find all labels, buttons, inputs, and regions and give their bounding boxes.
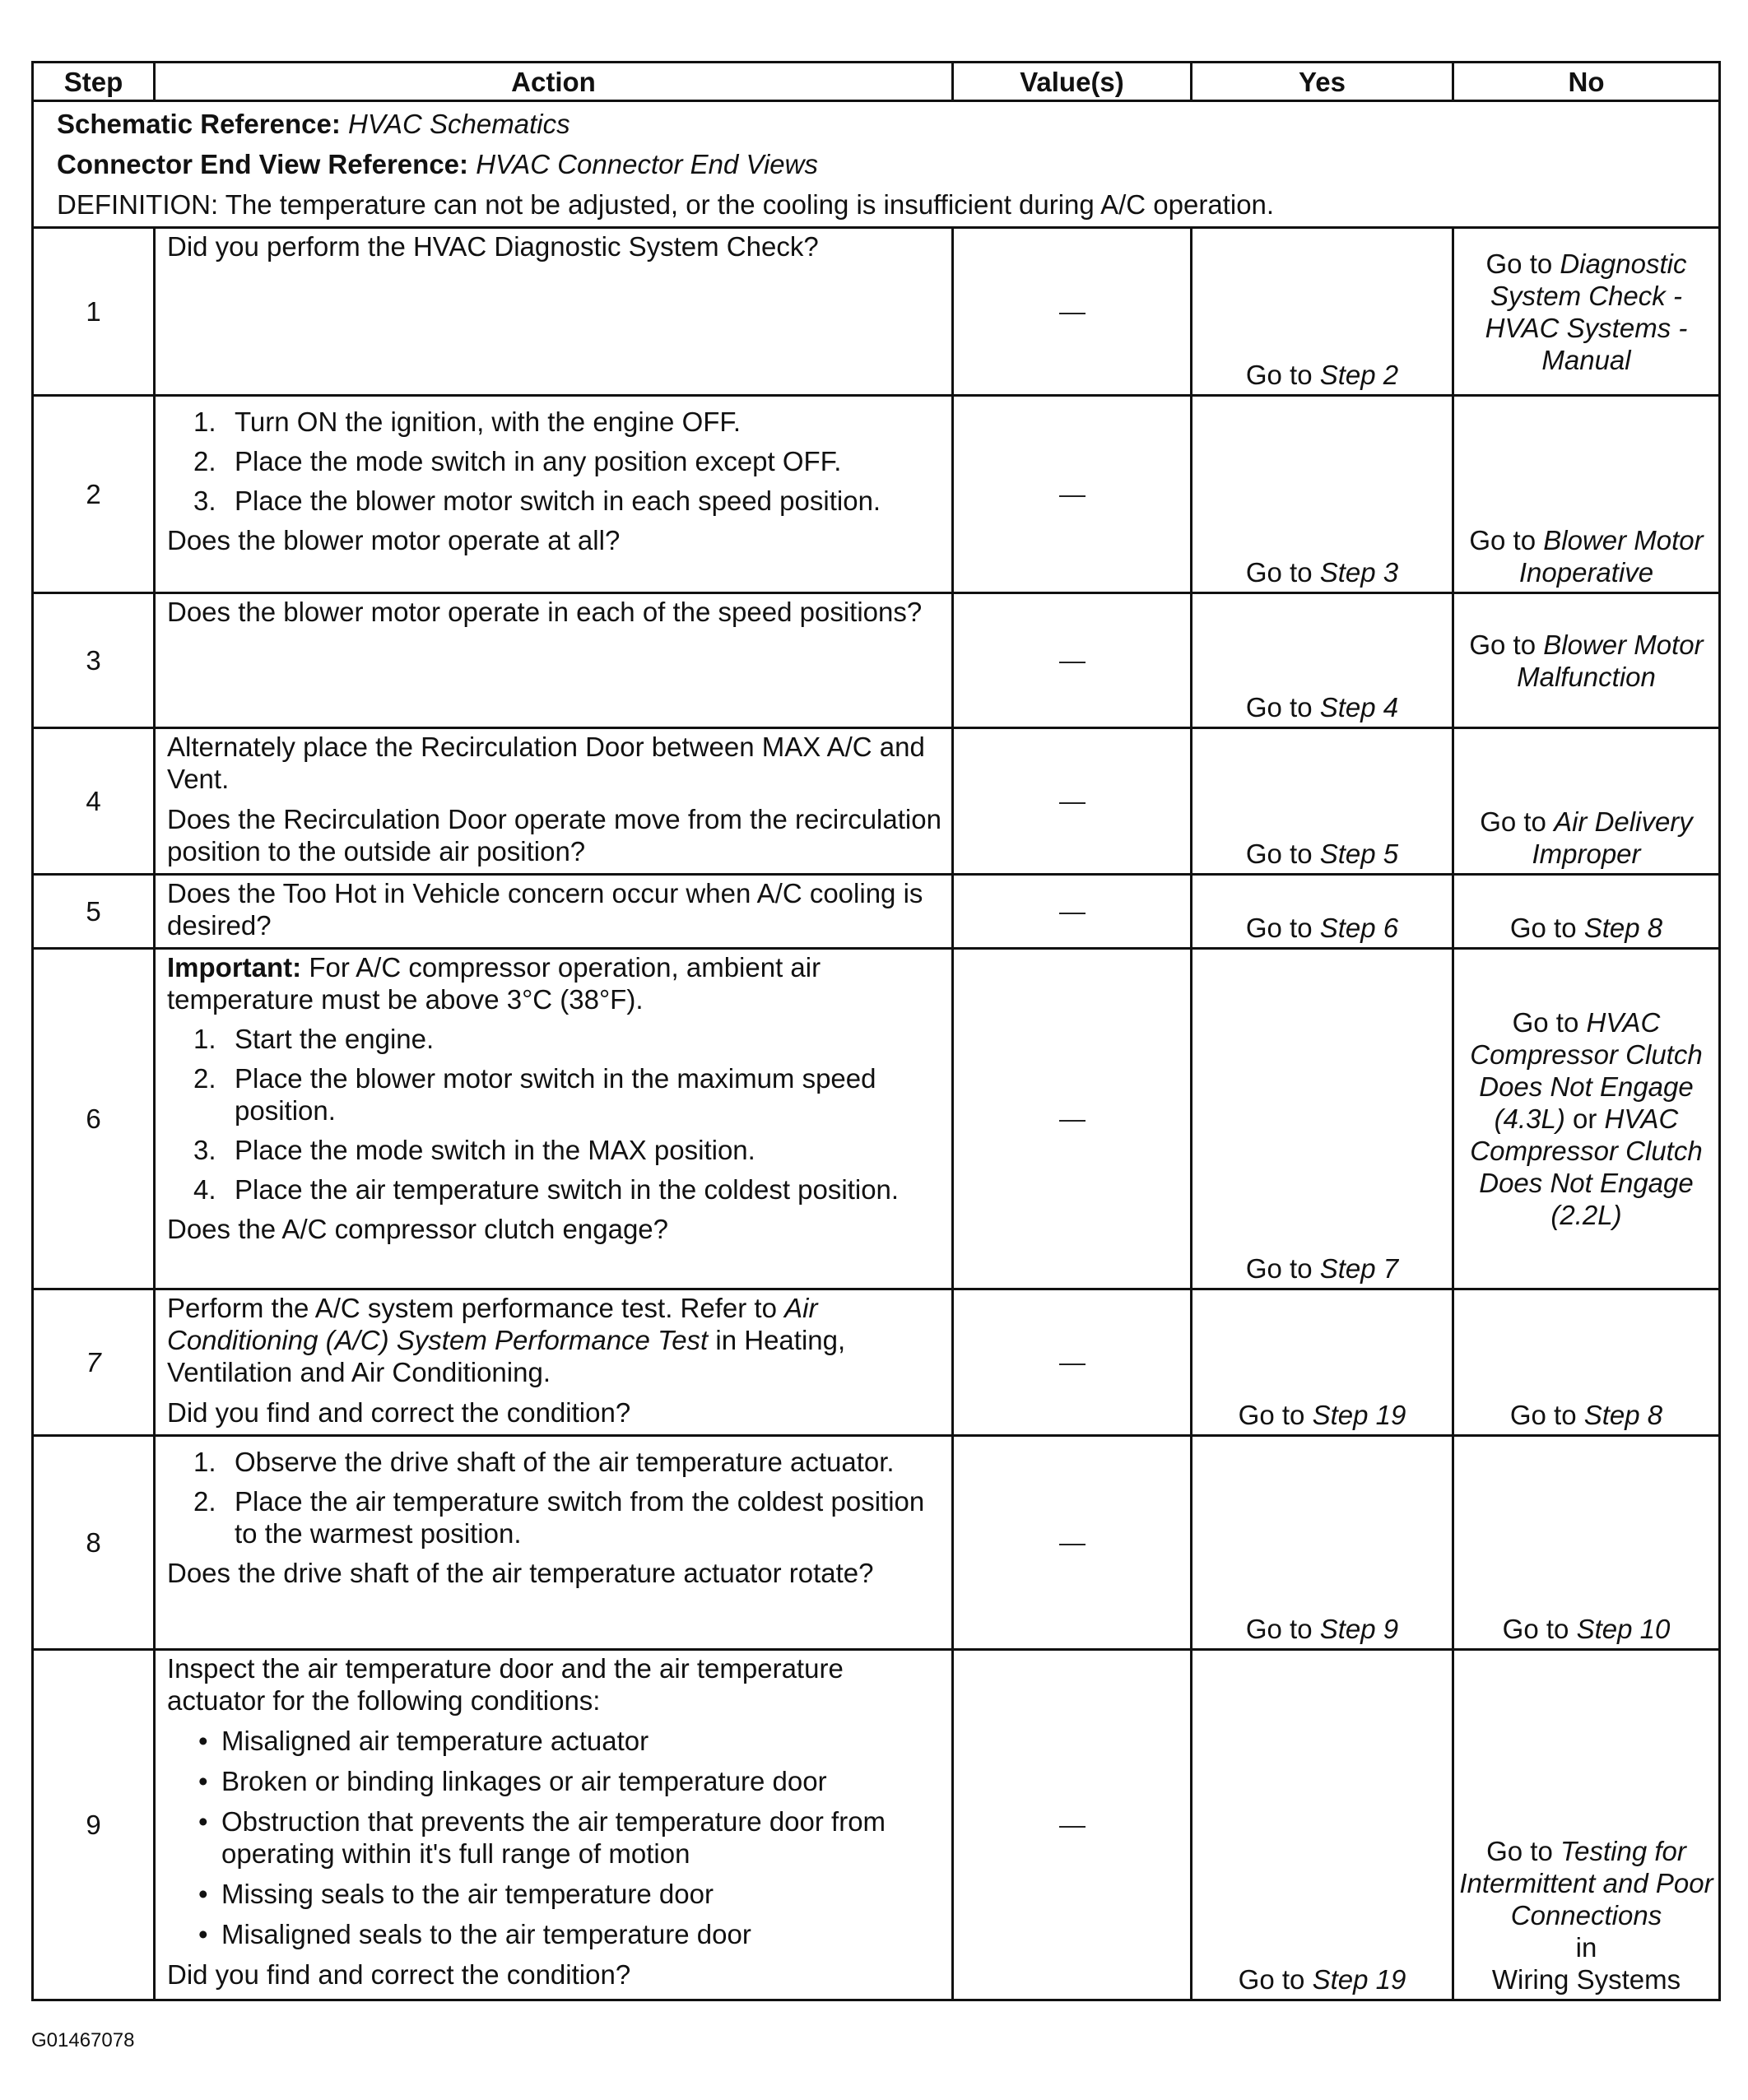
list-item: • Broken or binding linkages or air temperature door bbox=[198, 1766, 827, 1796]
value-cell bbox=[953, 728, 1192, 875]
dash bbox=[1059, 802, 1086, 804]
action-cell: Important: For A/C compressor operation, ambient air temperature must be above 3°C (38°F). 1. Start the engine. 2. Place the blower motor switch in the maximum speed position. 3. Place the mode switch in the MAX position. 4. Place the air temperature switch in the coldest position. Does the A/C compressor clutch engage? bbox=[155, 949, 953, 1289]
no-cell[interactable]: Go to Air Delivery Improper bbox=[1453, 728, 1720, 875]
action-cell: Perform the A/C system performance test. Refer to Air Conditioning (A/C) System Performance Test in Heating, Ventilation and Air Conditioning. Did you find and correct the condition? bbox=[155, 1289, 953, 1436]
yes-cell[interactable]: Go to Step 9 bbox=[1192, 1436, 1453, 1650]
step-number: 5 bbox=[33, 875, 155, 949]
action-cell: Did you perform the HVAC Diagnostic System Check? bbox=[155, 228, 953, 396]
value-cell bbox=[953, 228, 1192, 396]
value-cell bbox=[953, 593, 1192, 728]
list-item: 2. Place the air temperature switch from the coldest position to the warmest position. bbox=[193, 1486, 925, 1549]
value-cell bbox=[953, 875, 1192, 949]
list-item: 1. Turn ON the ignition, with the engine OFF. bbox=[193, 407, 742, 437]
no-cell[interactable]: Go to Diagnostic System Check - HVAC Systems - Manual bbox=[1453, 228, 1720, 396]
substep-list bbox=[167, 1023, 943, 1206]
diagnostic-table-container bbox=[31, 61, 1718, 2001]
no-cell[interactable]: Go to Blower Motor Inoperative bbox=[1453, 396, 1720, 593]
step-number: 8 bbox=[33, 1436, 155, 1650]
list-item: 1. Observe the drive shaft of the air temperature actuator. bbox=[193, 1447, 895, 1477]
yes-cell[interactable]: Go to Step 7 bbox=[1192, 949, 1453, 1289]
value-cell bbox=[953, 949, 1192, 1289]
reference-row bbox=[33, 101, 1720, 228]
list-item: • Misaligned air temperature actuator bbox=[198, 1726, 649, 1756]
dash bbox=[1059, 662, 1086, 663]
header-yes: Yes bbox=[1192, 63, 1453, 101]
dash bbox=[1059, 1364, 1086, 1365]
value-cell bbox=[953, 1650, 1192, 2000]
header-action: Action bbox=[155, 63, 953, 101]
step-number: 6 bbox=[33, 949, 155, 1289]
yes-cell[interactable]: Go to Step 19 bbox=[1192, 1650, 1453, 2000]
no-cell[interactable]: Go to Step 8 bbox=[1453, 875, 1720, 949]
step-number: 3 bbox=[33, 593, 155, 728]
table-row bbox=[33, 1650, 1720, 2000]
performance-test-link[interactable]: Air Conditioning (A/C) System Performance Test bbox=[167, 1293, 818, 1355]
dash bbox=[1059, 913, 1086, 914]
action-cell: Does the Too Hot in Vehicle concern occur when A/C cooling is desired? bbox=[155, 875, 953, 949]
dash bbox=[1059, 495, 1086, 497]
action-cell: Does the blower motor operate in each of the speed positions? bbox=[155, 593, 953, 728]
action-cell: Inspect the air temperature door and the air temperature actuator for the following conditions: • Misaligned air temperature actuator • Broken or binding linkages or air temperature door • Obstruction that prevents the air temperature door from operating within it's full range of motion • Missing seals to the air temperature door • Misaligned seals to the air temperature door Did you find and correct the condition? bbox=[155, 1650, 953, 2000]
dash bbox=[1059, 1544, 1086, 1545]
no-cell[interactable]: Go to Step 8 bbox=[1453, 1289, 1720, 1436]
value-cell bbox=[953, 1289, 1192, 1436]
list-item: • Misaligned seals to the air temperature door bbox=[198, 1919, 751, 1949]
dash bbox=[1059, 1120, 1086, 1122]
list-item: 2. Place the mode switch in any position except OFF. bbox=[193, 446, 842, 476]
list-item: 3. Place the blower motor switch in each speed position. bbox=[193, 486, 881, 516]
table-row bbox=[33, 228, 1720, 396]
yes-cell[interactable]: Go to Step 4 bbox=[1192, 593, 1453, 728]
table-row bbox=[33, 593, 1720, 728]
header-no: No bbox=[1453, 63, 1720, 101]
action-cell: 1. Turn ON the ignition, with the engine OFF. 2. Place the mode switch in any position except OFF. 3. Place the blower motor switch in each speed position. Does the blower motor operate at all? bbox=[155, 396, 953, 593]
figure-id: G01467078 bbox=[31, 2029, 135, 2051]
list-item: 2. Place the blower motor switch in the maximum speed position. bbox=[193, 1063, 876, 1126]
definition-text: DEFINITION: The temperature can not be adjusted, or the cooling is insufficient during A/C operation. bbox=[57, 189, 1275, 220]
substep-list bbox=[167, 1446, 943, 1549]
step-number: 7 bbox=[33, 1289, 155, 1436]
dash bbox=[1059, 313, 1086, 314]
step-number: 9 bbox=[33, 1650, 155, 2000]
no-cell[interactable]: Go to Blower Motor Malfunction bbox=[1453, 593, 1720, 728]
schematic-reference: Schematic Reference: HVAC Schematics bbox=[57, 109, 570, 139]
condition-list bbox=[167, 1725, 943, 1950]
yes-cell[interactable]: Go to Step 2 bbox=[1192, 228, 1453, 396]
action-cell: Alternately place the Recirculation Door between MAX A/C and Vent. Does the Recirculation Door operate move from the recirculation position to the outside air position? bbox=[155, 728, 953, 875]
yes-cell[interactable]: Go to Step 5 bbox=[1192, 728, 1453, 875]
substep-list bbox=[167, 406, 943, 517]
step-number: 4 bbox=[33, 728, 155, 875]
action-cell: 1. Observe the drive shaft of the air temperature actuator. 2. Place the air temperature switch from the coldest position to the warmest position. Does the drive shaft of the air temperature actuator rotate? bbox=[155, 1436, 953, 1650]
list-item: • Obstruction that prevents the air temperature door from operating within it's full range of motion bbox=[198, 1806, 886, 1869]
important-label: Important: bbox=[167, 952, 302, 983]
list-item: • Missing seals to the air temperature door bbox=[198, 1879, 714, 1909]
table-row bbox=[33, 1289, 1720, 1436]
no-cell[interactable]: Go to Step 10 bbox=[1453, 1436, 1720, 1650]
table-row bbox=[33, 949, 1720, 1289]
step-number: 1 bbox=[33, 228, 155, 396]
header-row bbox=[33, 63, 1720, 101]
table-row bbox=[33, 1436, 1720, 1650]
list-item: 3. Place the mode switch in the MAX position. bbox=[193, 1135, 755, 1165]
schematic-reference-link[interactable]: HVAC Schematics bbox=[348, 109, 570, 139]
reference-cell bbox=[33, 101, 1720, 228]
yes-cell[interactable]: Go to Step 3 bbox=[1192, 396, 1453, 593]
connector-reference-link[interactable]: HVAC Connector End Views bbox=[476, 149, 818, 179]
dash bbox=[1059, 1826, 1086, 1828]
yes-cell[interactable]: Go to Step 6 bbox=[1192, 875, 1453, 949]
value-cell bbox=[953, 396, 1192, 593]
no-cell[interactable]: Go to HVAC Compressor Clutch Does Not Engage (4.3L) or HVAC Compressor Clutch Does Not Engage (2.2L) bbox=[1453, 949, 1720, 1289]
no-cell[interactable]: Go to Testing for Intermittent and Poor Connections in Wiring Systems bbox=[1453, 1650, 1720, 2000]
table-row bbox=[33, 728, 1720, 875]
list-item: 4. Place the air temperature switch in the coldest position. bbox=[193, 1174, 900, 1205]
header-step: Step bbox=[33, 63, 155, 101]
table-row bbox=[33, 875, 1720, 949]
yes-cell[interactable]: Go to Step 19 bbox=[1192, 1289, 1453, 1436]
list-item: 1. Start the engine. bbox=[193, 1024, 435, 1054]
connector-reference: Connector End View Reference: HVAC Connector End Views bbox=[57, 149, 818, 179]
step-number: 2 bbox=[33, 396, 155, 593]
table-row bbox=[33, 396, 1720, 593]
header-values: Value(s) bbox=[953, 63, 1192, 101]
value-cell bbox=[953, 1436, 1192, 1650]
diagnostic-table bbox=[31, 61, 1721, 2001]
